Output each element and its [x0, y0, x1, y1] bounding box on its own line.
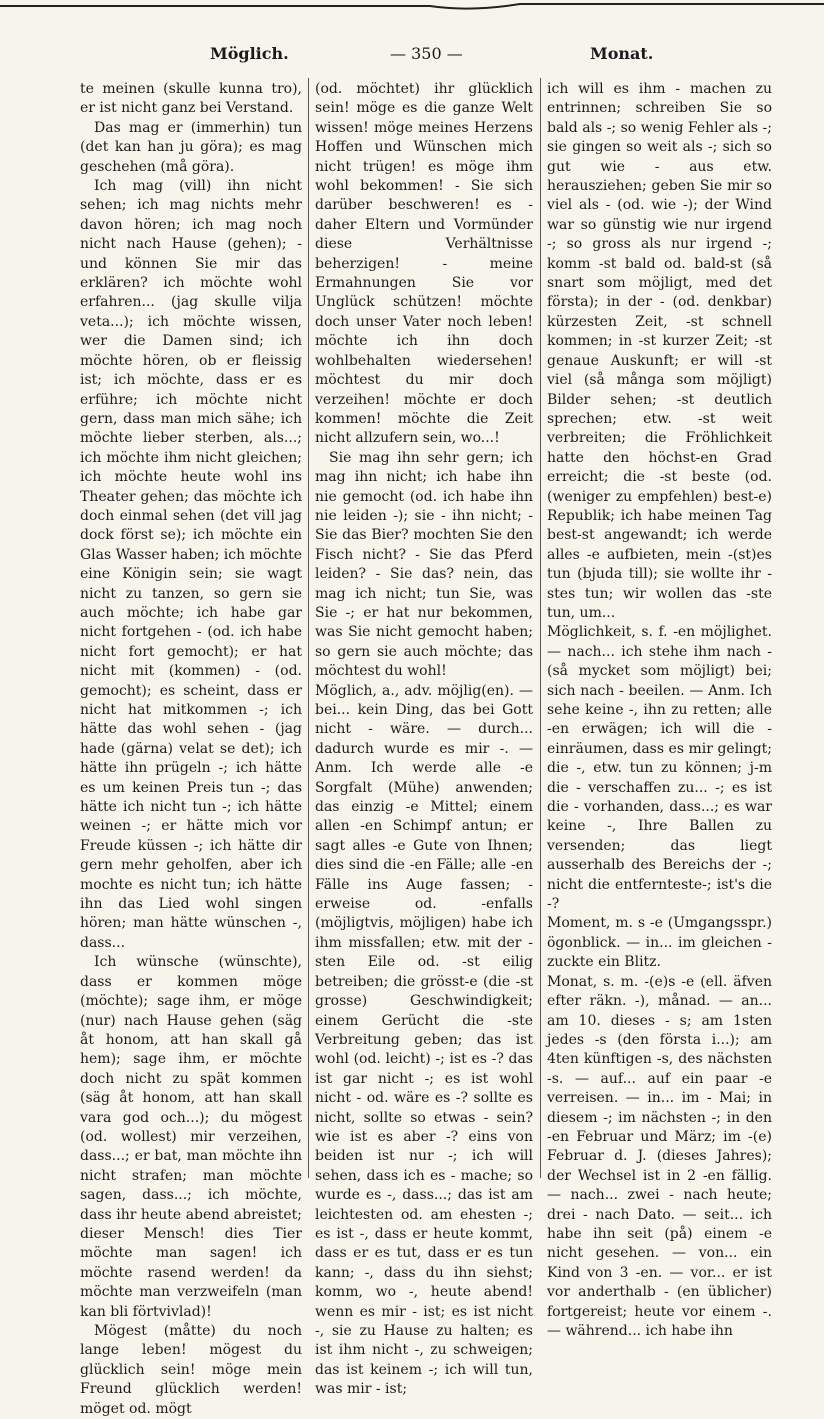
paragraph: Sie mag ihn sehr gern; ich mag ihn nicht; ich habe ihn nie gemocht (od. ich habe ihn nie leiden -); sie - ihn nicht; - Sie das Bier? mochten Sie den Fisch nicht? - Sie das Pferd leiden? - Sie das? nein, das mag ich nicht; tun Sie, was Sie -; er hat nur bekommen, was Sie nicht gemocht haben; so gern sie auch möchte; das möchtest du wohl!	[315, 449, 533, 680]
paragraph: ich will es ihm - machen zu entrinnen; schreiben Sie so bald als -; so wenig Fehler als -; sie gingen so weit als -; sich so gut wie - aus etw. herausziehen; geben Sie mir so viel als - (od. wie -); der Wind war so günstig wie nur irgend -; so gross als nur irgend -; komm -st bald od. bald-st (så snart som möjligt, med det första); in der - (od. denkbar) kürzesten Zeit, -st schnell kommen; in -st kurzer Zeit; -st genaue Auskunft; er will -st viel (så många som möjligt) Bilder sehen; -st deutlich sprechen; etw. -st weit verbreiten; die Fröhlichkeit hatte den höchst-en Grad erreicht; die -st beste (od. (weniger zu empfehlen) best-e) Republik; ich habe meinen Tag best-st angewandt; ich werde alles -e aufbieten, mein -(st)es tun (bjuda till); sie wollte ihr -stes tun; wir wollen das -ste tun, um...	[547, 81, 772, 621]
paragraph: Mögest (måtte) du noch lange leben! mögest du glücklich sein! möge mein Freund glücklich werden! möget od. mögt	[80, 1323, 302, 1417]
paragraph: Ich mag (vill) ihn nicht sehen; ich mag nichts mehr davon hören; ich mag noch nicht nach Hause (gehen); - und können Sie mir das erklären? ich möchte wohl erfahren... (jag skulle vilja veta...); ich möchte wissen, wer die Damen sind; ich möchte hören, ob er fleissig ist; ich möchte, dass er es erführe; ich möchte nicht gern, dass man mich sähe; ich möchte lieber sterben, als...; ich möchte ihm nicht gleichen; ich möchte heute wohl ins Theater gehen; das möchte ich doch einmal sehen (det vill jag dock först se); ich möchte ein Glas Wasser haben; ich möchte eine Königin sein; sie wagt nicht zu tanzen, so gern sie auch möchte; ich habe gar nicht fortgehen - (od. ich habe nicht fort gemocht); er hat nicht mit (kommen) - (od. gemocht); es scheint, dass er nicht hat mitkommen -; ich hätte das wohl sehen - (jag hade (gärna) velat se det); ich hätte ihn prügeln -; ich hätte es um keinen Preis tun -; das hätte ich nicht tun -; ich hätte weinen -; er hätte mich vor Freude küssen -; ich hätte dir gern mehr geholfen, aber ich mochte es nicht tun; ich hätte ihn das Lied wohl singen hören; man hätte wünschen -, dass...	[80, 178, 303, 951]
paragraph: (od. möchtet) ihr glücklich sein! möge es die ganze Welt wissen! möge meines Herzens Hoffen und Wünschen mich nicht trügen! es möge ihm wohl bekommen! - Sie sich darüber beschweren! es - daher Eltern und Vormünder diese Verhältnisse beherzigen! - meine Ermahnungen Sie vor Unglück schützen! möchte doch unser Vater noch leben! möchte ich ihn doch wohlbehalten wiedersehen! möchtest du mir doch verzeihen! möchte er doch kommen! möchte die Zeit nicht allzufern sein, wo...!	[315, 81, 533, 447]
text-column-2	[315, 80, 533, 1398]
column-divider	[540, 78, 541, 1178]
column-divider	[308, 78, 309, 1178]
top-border-rule	[0, 0, 824, 14]
dictionary-entry-monat: Monat, s. m. -(e)s -e (ell. äfven efter räkn. -), månad. — an... am 10. dieses - s; am 1sten jedes -s (den första i...); am 4ten künftigen -s, des nächsten -s. — auf... auf ein paar -e verreisen. — in... im - Mai; in diesem -; im nächsten -; in den -en Februar und März; im -(e) Februar d. J. (dieses Jahres); der Wechsel ist in 2 -en fällig. — nach... zwei - nach heute; drei - nach Dato. — seit... ich habe ihn seit (på) einem -e nicht gesehen. — von... ein Kind von 3 -en. — vor... er ist vor anderthalb - (en üblicher) fortgereist; heute vor einem -. — während... ich habe ihn	[547, 973, 772, 1339]
paragraph: Ich wünsche (wünschte), dass er kommen möge (möchte); sage ihm, er möge (nur) nach Hause gehen (säg åt honom, att han skall gå hem); sage ihm, er möchte doch nicht zu spät kommen (säg åt honom, att han skall vara god och...); du mögest (od. wollest) mir verzeihen, dass...; er bat, man möchte ihn nicht strafen; man möchte sagen, dass...; ich möchte, dass ihr heute abend abreistet; dieser Mensch! dies Tier möchte man sagen! ich möchte rasend werden! da möchte man verzweifeln (man kan bli förtvivlad)!	[80, 954, 302, 1320]
text-column-1	[80, 80, 303, 1417]
text-column-3	[547, 80, 772, 1339]
dictionary-entry-moeglichkeit: Möglichkeit, s. f. -en möjlighet. — nach... ich stehe ihm nach - (så mycket som möjligt) bei; sich nach - beeilen. — Anm. Ich sehe keine -, ihn zu retten; alle -en erwägen; ich will die - einräumen, dass es mir gelingt; die -, etw. tun zu können; j-m die - verschaffen zu... -; es ist die - vorhanden, dass...; es war keine -, Ihre Ballen zu versenden; das liegt ausserhalb des Bereichs der -; nicht die entfernteste-; ist's die -?	[547, 624, 772, 913]
dictionary-entry-moment: Moment, m. s -e (Umgangsspr.) ögonblick. — in... im gleichen - zuckte ein Blitz.	[547, 915, 772, 971]
paragraph: Das mag er (immerhin) tun (det kan han ju göra); es mag geschehen (må göra).	[80, 119, 302, 175]
page-number: — 350 —	[390, 44, 463, 63]
paragraph: te meinen (skulle kunna tro), er ist nicht ganz bei Verstand.	[80, 81, 302, 117]
dictionary-entry-moeglich: Möglich, a., adv. möjlig(en). — bei... kein Ding, das bei Gott nicht - wäre. — durch... dadurch wurde es mir -. — Anm. Ich werde alle -e Sorgfalt (Mühe) anwenden; das einzig -e Mittel; einem allen -en Schimpf antun; er sagt alles -e Gute von Ihnen; dies sind die -en Fälle; alle -en Fälle ins Auge fassen; -erweise od. -enfalls (möjligtvis, möjligen) habe ich ihm missfallen; etw. mit der -sten Eile od. -st eilig betreiben; die grösst-e (die -st grosse) Geschwindigkeit; einem Gerücht die -ste Verbreitung geben; das ist wohl (od. leicht) -; ist es -? das ist gar nicht -; es ist wohl nicht - od. wäre es -? sollte es nicht, sollte so etwas - sein? wie ist es aber -? eins von beiden ist nur -; ich will sehen, dass ich es - mache; so wurde es -, dass...; das ist am leichtesten od. am ehesten -; es ist -, dass er heute kommt, dass er es tut, dass er es tun kann; -, dass du ihn siehst; komm, wo -, heute abend! wenn es mir - ist; es ist nicht -, sie zu Hause zu halten; es ist ihm nicht -, zu schweigen; das ist keinem -; ich will tun, was mir - ist;	[315, 682, 533, 1398]
header-left-guideword: Möglich.	[210, 44, 289, 63]
page-header	[60, 38, 790, 68]
header-right-guideword: Monat.	[590, 44, 654, 63]
